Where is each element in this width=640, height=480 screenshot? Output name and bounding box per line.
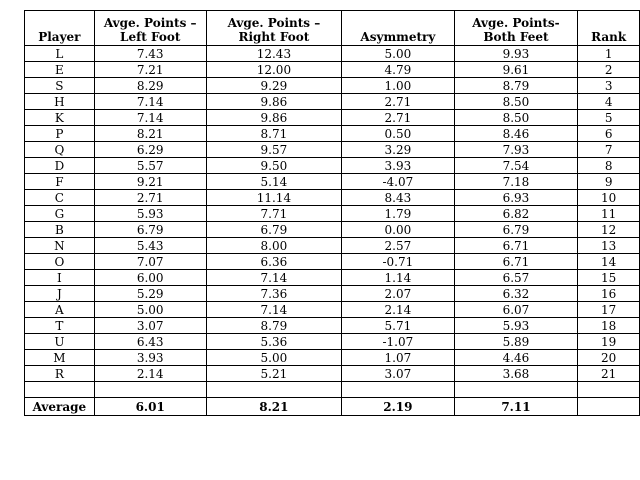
both-feet-cell: 8.79 bbox=[454, 78, 578, 94]
left-foot-cell: 7.21 bbox=[94, 62, 206, 78]
rank-cell: 20 bbox=[578, 350, 640, 366]
asymmetry-cell: 0.00 bbox=[342, 222, 454, 238]
player-cell: M bbox=[25, 350, 95, 366]
rank-cell: 21 bbox=[578, 366, 640, 382]
table-row bbox=[25, 254, 640, 270]
left-foot-cell: 6.43 bbox=[94, 334, 206, 350]
left-foot-cell: 5.00 bbox=[94, 302, 206, 318]
player-cell: E bbox=[25, 62, 95, 78]
right-foot-cell: 7.71 bbox=[206, 206, 342, 222]
player-cell: P bbox=[25, 126, 95, 142]
right-foot-cell: 5.21 bbox=[206, 366, 342, 382]
table-row bbox=[25, 302, 640, 318]
left-foot-cell: 6.79 bbox=[94, 222, 206, 238]
asymmetry-cell: 2.07 bbox=[342, 286, 454, 302]
table-row bbox=[25, 94, 640, 110]
average-right-foot: 8.21 bbox=[206, 398, 342, 416]
left-foot-cell: 2.14 bbox=[94, 366, 206, 382]
both-feet-cell: 6.71 bbox=[454, 254, 578, 270]
both-feet-cell: 6.07 bbox=[454, 302, 578, 318]
rank-cell: 2 bbox=[578, 62, 640, 78]
player-cell: R bbox=[25, 366, 95, 382]
both-feet-cell: 6.71 bbox=[454, 238, 578, 254]
both-feet-cell: 6.57 bbox=[454, 270, 578, 286]
right-foot-cell: 9.86 bbox=[206, 110, 342, 126]
player-cell: J bbox=[25, 286, 95, 302]
asymmetry-cell: 2.57 bbox=[342, 238, 454, 254]
both-feet-cell: 3.68 bbox=[454, 366, 578, 382]
player-cell: G bbox=[25, 206, 95, 222]
left-foot-cell: 3.93 bbox=[94, 350, 206, 366]
asymmetry-cell: 2.14 bbox=[342, 302, 454, 318]
asymmetry-cell: 2.71 bbox=[342, 110, 454, 126]
both-feet-cell: 5.93 bbox=[454, 318, 578, 334]
left-foot-cell: 3.07 bbox=[94, 318, 206, 334]
player-cell: S bbox=[25, 78, 95, 94]
table-body bbox=[25, 46, 640, 416]
asymmetry-cell: 3.93 bbox=[342, 158, 454, 174]
empty-cell bbox=[206, 382, 342, 398]
table-row bbox=[25, 142, 640, 158]
left-foot-cell: 7.07 bbox=[94, 254, 206, 270]
rank-cell: 17 bbox=[578, 302, 640, 318]
player-cell: F bbox=[25, 174, 95, 190]
rank-cell: 11 bbox=[578, 206, 640, 222]
asymmetry-cell: 0.50 bbox=[342, 126, 454, 142]
rank-cell: 13 bbox=[578, 238, 640, 254]
both-feet-cell: 8.46 bbox=[454, 126, 578, 142]
both-feet-cell: 7.93 bbox=[454, 142, 578, 158]
table-row bbox=[25, 366, 640, 382]
both-feet-cell: 8.50 bbox=[454, 94, 578, 110]
table-row bbox=[25, 350, 640, 366]
right-foot-cell: 5.36 bbox=[206, 334, 342, 350]
asymmetry-cell: 2.71 bbox=[342, 94, 454, 110]
both-feet-cell: 9.93 bbox=[454, 46, 578, 62]
left-foot-cell: 5.29 bbox=[94, 286, 206, 302]
right-foot-cell: 12.43 bbox=[206, 46, 342, 62]
asymmetry-cell: 1.79 bbox=[342, 206, 454, 222]
table-row bbox=[25, 174, 640, 190]
both-feet-cell: 7.18 bbox=[454, 174, 578, 190]
right-foot-cell: 6.36 bbox=[206, 254, 342, 270]
player-cell: Q bbox=[25, 142, 95, 158]
table-row bbox=[25, 190, 640, 206]
header-both-feet: Avge. Points- Both Feet bbox=[454, 11, 578, 46]
player-cell: O bbox=[25, 254, 95, 270]
right-foot-cell: 12.00 bbox=[206, 62, 342, 78]
left-foot-cell: 9.21 bbox=[94, 174, 206, 190]
right-foot-cell: 8.79 bbox=[206, 318, 342, 334]
both-feet-cell: 9.61 bbox=[454, 62, 578, 78]
player-cell: B bbox=[25, 222, 95, 238]
table-row bbox=[25, 222, 640, 238]
left-foot-cell: 7.14 bbox=[94, 110, 206, 126]
rank-cell: 7 bbox=[578, 142, 640, 158]
rank-cell: 16 bbox=[578, 286, 640, 302]
player-cell: H bbox=[25, 94, 95, 110]
left-foot-cell: 5.93 bbox=[94, 206, 206, 222]
player-cell: L bbox=[25, 46, 95, 62]
right-foot-cell: 9.29 bbox=[206, 78, 342, 94]
asymmetry-cell: 1.14 bbox=[342, 270, 454, 286]
table-row bbox=[25, 158, 640, 174]
asymmetry-cell: -0.71 bbox=[342, 254, 454, 270]
player-stats-table bbox=[24, 10, 640, 416]
both-feet-cell: 6.93 bbox=[454, 190, 578, 206]
rank-cell: 1 bbox=[578, 46, 640, 62]
both-feet-cell: 5.89 bbox=[454, 334, 578, 350]
rank-cell: 6 bbox=[578, 126, 640, 142]
asymmetry-cell: 5.71 bbox=[342, 318, 454, 334]
both-feet-cell: 4.46 bbox=[454, 350, 578, 366]
both-feet-cell: 6.32 bbox=[454, 286, 578, 302]
asymmetry-cell: 1.07 bbox=[342, 350, 454, 366]
header-asymmetry: Asymmetry bbox=[342, 11, 454, 46]
average-row bbox=[25, 398, 640, 416]
player-cell: C bbox=[25, 190, 95, 206]
right-foot-cell: 8.00 bbox=[206, 238, 342, 254]
right-foot-cell: 7.14 bbox=[206, 270, 342, 286]
table-row bbox=[25, 126, 640, 142]
left-foot-cell: 8.21 bbox=[94, 126, 206, 142]
blank-row bbox=[25, 382, 640, 398]
empty-cell bbox=[25, 382, 95, 398]
left-foot-cell: 5.43 bbox=[94, 238, 206, 254]
empty-cell bbox=[342, 382, 454, 398]
player-cell: A bbox=[25, 302, 95, 318]
empty-cell bbox=[454, 382, 578, 398]
table-row bbox=[25, 62, 640, 78]
average-label: Average bbox=[25, 398, 95, 416]
left-foot-cell: 6.00 bbox=[94, 270, 206, 286]
rank-cell: 8 bbox=[578, 158, 640, 174]
table-row bbox=[25, 46, 640, 62]
table-row bbox=[25, 334, 640, 350]
left-foot-cell: 7.43 bbox=[94, 46, 206, 62]
rank-cell: 4 bbox=[578, 94, 640, 110]
asymmetry-cell: 8.43 bbox=[342, 190, 454, 206]
asymmetry-cell: 3.29 bbox=[342, 142, 454, 158]
table-row bbox=[25, 318, 640, 334]
rank-cell: 10 bbox=[578, 190, 640, 206]
average-rank bbox=[578, 398, 640, 416]
average-both-feet: 7.11 bbox=[454, 398, 578, 416]
both-feet-cell: 6.79 bbox=[454, 222, 578, 238]
asymmetry-cell: 5.00 bbox=[342, 46, 454, 62]
header-right-foot: Avge. Points – Right Foot bbox=[206, 11, 342, 46]
rank-cell: 19 bbox=[578, 334, 640, 350]
right-foot-cell: 7.14 bbox=[206, 302, 342, 318]
rank-cell: 14 bbox=[578, 254, 640, 270]
right-foot-cell: 5.14 bbox=[206, 174, 342, 190]
asymmetry-cell: -1.07 bbox=[342, 334, 454, 350]
both-feet-cell: 6.82 bbox=[454, 206, 578, 222]
table-row bbox=[25, 78, 640, 94]
right-foot-cell: 8.71 bbox=[206, 126, 342, 142]
right-foot-cell: 9.57 bbox=[206, 142, 342, 158]
header-rank: Rank bbox=[578, 11, 640, 46]
right-foot-cell: 11.14 bbox=[206, 190, 342, 206]
right-foot-cell: 6.79 bbox=[206, 222, 342, 238]
table-row bbox=[25, 270, 640, 286]
table-row bbox=[25, 206, 640, 222]
asymmetry-cell: 1.00 bbox=[342, 78, 454, 94]
player-cell: N bbox=[25, 238, 95, 254]
right-foot-cell: 9.86 bbox=[206, 94, 342, 110]
rank-cell: 9 bbox=[578, 174, 640, 190]
right-foot-cell: 5.00 bbox=[206, 350, 342, 366]
player-cell: D bbox=[25, 158, 95, 174]
average-left-foot: 6.01 bbox=[94, 398, 206, 416]
rank-cell: 5 bbox=[578, 110, 640, 126]
player-cell: I bbox=[25, 270, 95, 286]
table-row bbox=[25, 110, 640, 126]
player-cell: T bbox=[25, 318, 95, 334]
left-foot-cell: 5.57 bbox=[94, 158, 206, 174]
left-foot-cell: 6.29 bbox=[94, 142, 206, 158]
empty-cell bbox=[578, 382, 640, 398]
rank-cell: 3 bbox=[578, 78, 640, 94]
asymmetry-cell: 3.07 bbox=[342, 366, 454, 382]
rank-cell: 18 bbox=[578, 318, 640, 334]
right-foot-cell: 7.36 bbox=[206, 286, 342, 302]
rank-cell: 15 bbox=[578, 270, 640, 286]
asymmetry-cell: -4.07 bbox=[342, 174, 454, 190]
table-row bbox=[25, 286, 640, 302]
player-cell: K bbox=[25, 110, 95, 126]
player-cell: U bbox=[25, 334, 95, 350]
rank-cell: 12 bbox=[578, 222, 640, 238]
both-feet-cell: 7.54 bbox=[454, 158, 578, 174]
header-row bbox=[25, 11, 640, 46]
empty-cell bbox=[94, 382, 206, 398]
left-foot-cell: 8.29 bbox=[94, 78, 206, 94]
left-foot-cell: 2.71 bbox=[94, 190, 206, 206]
right-foot-cell: 9.50 bbox=[206, 158, 342, 174]
average-asymmetry: 2.19 bbox=[342, 398, 454, 416]
table-row bbox=[25, 238, 640, 254]
both-feet-cell: 8.50 bbox=[454, 110, 578, 126]
left-foot-cell: 7.14 bbox=[94, 94, 206, 110]
header-left-foot: Avge. Points – Left Foot bbox=[94, 11, 206, 46]
header-player: Player bbox=[25, 11, 95, 46]
asymmetry-cell: 4.79 bbox=[342, 62, 454, 78]
